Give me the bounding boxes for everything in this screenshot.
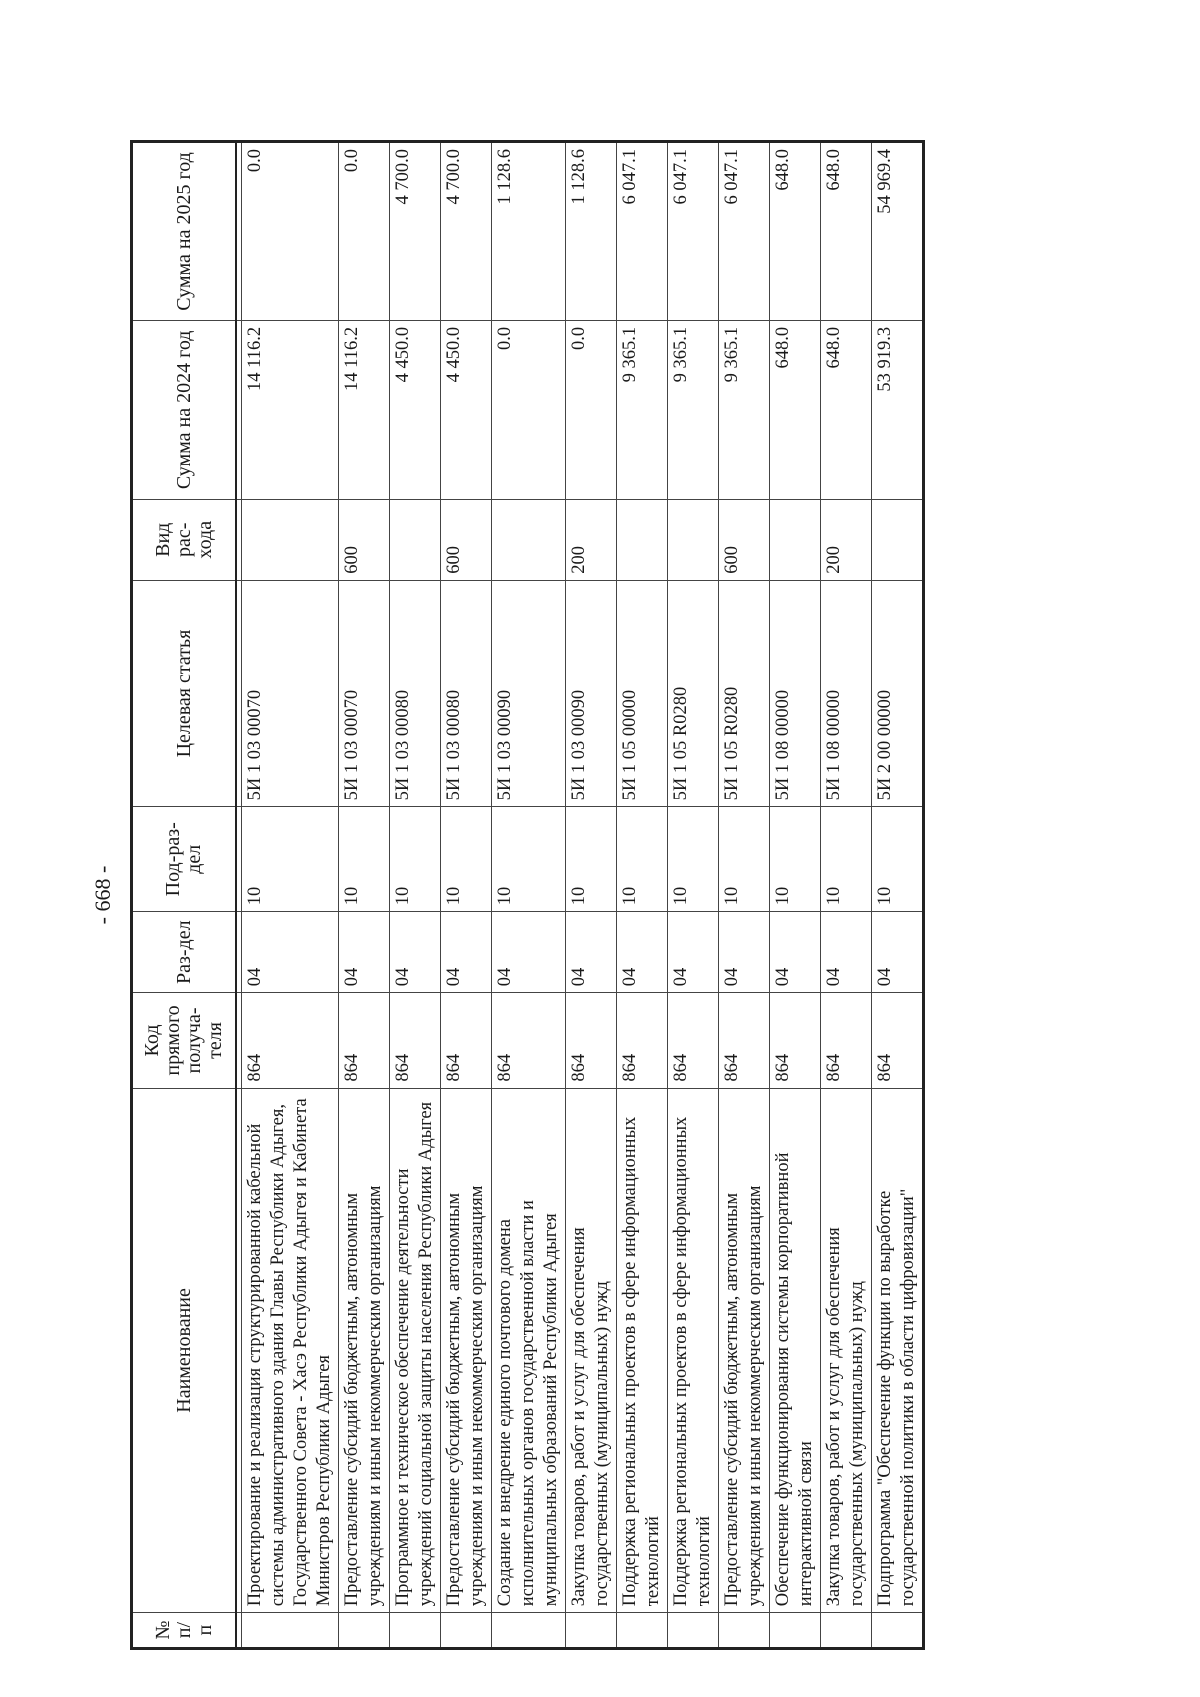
cell-sum-2025: 6 047.1 [668,142,719,321]
cell-subsection: 10 [339,807,390,912]
cell-sum-2025: 1 128.6 [492,142,566,321]
cell-sum-2025: 648.0 [770,142,821,321]
cell-sum-2025: 4 700.0 [390,142,441,321]
cell-section: 04 [441,912,492,993]
cell-target-article: 5И 1 05 R0280 [668,580,719,807]
cell-section: 04 [872,912,924,993]
cell-section: 04 [719,912,770,993]
cell-num [492,1613,566,1649]
header-expense-type: Вид рас-хода [132,499,237,580]
rotated-landscape-content [90,140,1050,1650]
cell-sum-2025: 54 969.4 [872,142,924,321]
cell-recipient-code: 864 [339,993,390,1088]
cell-sum-2025: 4 700.0 [441,142,492,321]
cell-num [242,1613,339,1649]
table-row [821,142,872,1649]
cell-subsection: 10 [872,807,924,912]
cell-expense-type [872,499,924,580]
cell-sum-2025: 6 047.1 [719,142,770,321]
cell-expense-type: 600 [719,499,770,580]
cell-section: 04 [617,912,668,993]
cell-name: Предоставление субсидий бюджетным, автономным учреждениям и иным некоммерческим организациям [339,1088,390,1613]
cell-section: 04 [242,912,339,993]
cell-section: 04 [566,912,617,993]
cell-recipient-code: 864 [390,993,441,1088]
cell-sum-2024: 14 116.2 [339,320,390,499]
cell-expense-type [770,499,821,580]
cell-num [390,1613,441,1649]
cell-num [339,1613,390,1649]
cell-sum-2024: 9 365.1 [617,320,668,499]
cell-target-article: 5И 1 08 00000 [770,580,821,807]
cell-expense-type: 600 [441,499,492,580]
cell-name: Предоставление субсидий бюджетным, автономным учреждениям и иным некоммерческим организациям [719,1088,770,1613]
cell-num [872,1613,924,1649]
cell-sum-2024: 9 365.1 [668,320,719,499]
cell-expense-type [617,499,668,580]
cell-target-article: 5И 1 05 00000 [617,580,668,807]
cell-recipient-code: 864 [821,993,872,1088]
cell-num [441,1613,492,1649]
table-row [441,142,492,1649]
cell-subsection: 10 [719,807,770,912]
cell-sum-2024: 648.0 [770,320,821,499]
cell-target-article: 5И 1 03 00090 [492,580,566,807]
table-row [617,142,668,1649]
cell-num [719,1613,770,1649]
cell-sum-2024: 0.0 [492,320,566,499]
cell-name: Проектирование и реализация структурированной кабельной системы административного здания Главы Республики Адыгея, Государственного Совета - Хасэ Республики Адыгея и Кабинета Министров Республики Адыгея [242,1088,339,1613]
cell-sum-2024: 9 365.1 [719,320,770,499]
cell-recipient-code: 864 [242,993,339,1088]
cell-expense-type [242,499,339,580]
cell-recipient-code: 864 [566,993,617,1088]
header-sum-2024: Сумма на 2024 год [132,320,237,499]
cell-sum-2024: 14 116.2 [242,320,339,499]
cell-recipient-code: 864 [872,993,924,1088]
cell-subsection: 10 [242,807,339,912]
cell-num [668,1613,719,1649]
cell-subsection: 10 [492,807,566,912]
cell-target-article: 5И 1 05 R0280 [719,580,770,807]
cell-expense-type: 200 [566,499,617,580]
header-section: Раз-дел [132,912,237,993]
header-subsection: Под-раз-дел [132,807,237,912]
cell-sum-2024: 0.0 [566,320,617,499]
cell-num [770,1613,821,1649]
cell-recipient-code: 864 [441,993,492,1088]
cell-name: Подпрограмма "Обеспечение функции по выработке государственной политики в области цифровизации" [872,1088,924,1613]
cell-name: Предоставление субсидий бюджетным, автономным учреждениям и иным некоммерческим организациям [441,1088,492,1613]
cell-section: 04 [821,912,872,993]
page-number: - 668 - [90,865,115,925]
cell-expense-type: 200 [821,499,872,580]
cell-name: Поддержка региональных проектов в сфере информационных технологий [617,1088,668,1613]
cell-num [566,1613,617,1649]
cell-sum-2024: 4 450.0 [441,320,492,499]
cell-expense-type [390,499,441,580]
cell-sum-2025: 648.0 [821,142,872,321]
cell-expense-type [492,499,566,580]
header-name: Наименование [132,1088,237,1613]
cell-name: Программное и техническое обеспечение деятельности учреждений социальной защиты населения Республики Адыгея [390,1088,441,1613]
cell-target-article: 5И 1 03 00080 [441,580,492,807]
cell-sum-2024: 648.0 [821,320,872,499]
table-row [719,142,770,1649]
cell-section: 04 [390,912,441,993]
table-header-row [132,142,237,1649]
cell-sum-2025: 0.0 [339,142,390,321]
cell-sum-2025: 6 047.1 [617,142,668,321]
header-recipient-code: Код прямого получа-теля [132,993,237,1088]
cell-target-article: 5И 2 00 00000 [872,580,924,807]
cell-subsection: 10 [821,807,872,912]
cell-recipient-code: 864 [770,993,821,1088]
cell-subsection: 10 [441,807,492,912]
table-row [872,142,924,1649]
cell-subsection: 10 [566,807,617,912]
cell-target-article: 5И 1 03 00070 [339,580,390,807]
header-num: № п/п [132,1613,237,1649]
cell-subsection: 10 [617,807,668,912]
cell-expense-type: 600 [339,499,390,580]
cell-num [821,1613,872,1649]
table-row [668,142,719,1649]
cell-subsection: 10 [390,807,441,912]
cell-sum-2025: 1 128.6 [566,142,617,321]
table-row [390,142,441,1649]
cell-target-article: 5И 1 03 00080 [390,580,441,807]
cell-recipient-code: 864 [617,993,668,1088]
cell-name: Обеспечение функционирования системы корпоративной интерактивной связи [770,1088,821,1613]
cell-section: 04 [492,912,566,993]
cell-num [617,1613,668,1649]
cell-recipient-code: 864 [492,993,566,1088]
table-row [242,142,339,1649]
cell-name: Поддержка региональных проектов в сфере информационных технологий [668,1088,719,1613]
cell-sum-2025: 0.0 [242,142,339,321]
cell-recipient-code: 864 [719,993,770,1088]
cell-target-article: 5И 1 03 00070 [242,580,339,807]
cell-target-article: 5И 1 08 00000 [821,580,872,807]
cell-section: 04 [668,912,719,993]
table-row [566,142,617,1649]
cell-subsection: 10 [770,807,821,912]
cell-name: Закупка товаров, работ и услуг для обеспечения государственных (муниципальных) нужд [566,1088,617,1613]
cell-recipient-code: 864 [668,993,719,1088]
cell-name: Создание и внедрение единого почтового домена исполнительных органов государственной власти и муниципальных образований Республики Адыгея [492,1088,566,1613]
cell-section: 04 [339,912,390,993]
table-row [770,142,821,1649]
header-sum-2025: Сумма на 2025 год [132,142,237,321]
cell-sum-2024: 4 450.0 [390,320,441,499]
cell-target-article: 5И 1 03 00090 [566,580,617,807]
budget-table [130,140,925,1650]
cell-section: 04 [770,912,821,993]
header-target-article: Целевая статья [132,580,237,807]
cell-expense-type [668,499,719,580]
cell-subsection: 10 [668,807,719,912]
table-row [492,142,566,1649]
table-row [339,142,390,1649]
cell-name: Закупка товаров, работ и услуг для обеспечения государственных (муниципальных) нужд [821,1088,872,1613]
cell-sum-2024: 53 919.3 [872,320,924,499]
